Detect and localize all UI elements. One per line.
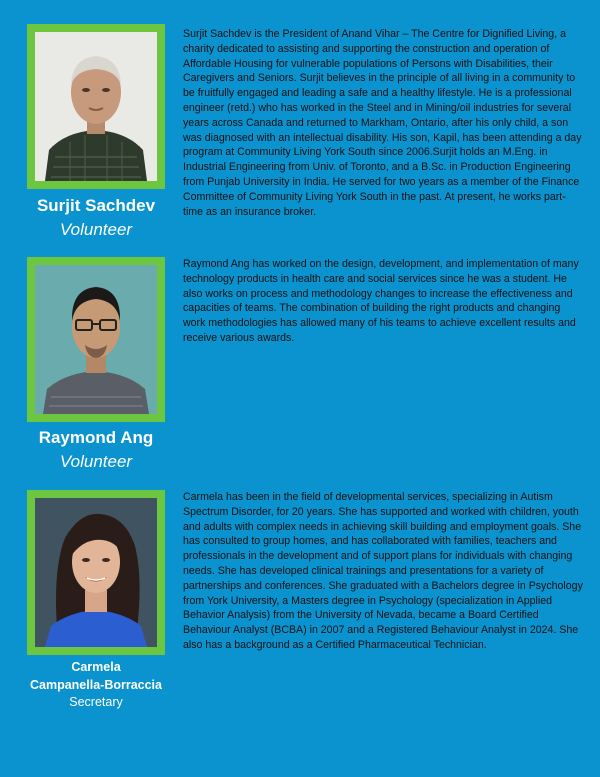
member-name: Raymond Ang [38, 428, 154, 447]
member-role: Secretary [69, 695, 123, 709]
member-role: Volunteer [59, 452, 133, 471]
portrait-photo-carmela [35, 498, 157, 647]
person-portrait-icon [35, 32, 157, 181]
member-role: Volunteer [59, 220, 133, 239]
member-bio: Surjit Sachdev is the President of Anand Vihar – The Centre for Dignified Living, a charity dedicated to assisting and supporting the construction and operation of Affordable Housing for vulnerable populations of Persons with Disabilities, their Caregivers and Seniors. Surjit believes in the principle of all living in a community to be fruitfully engaged and leading a safe and a healthy lifestyle. He is a professional engineer (retd.) who has worked in the Steel and in Mining/oil industries for several years across Canada and returned to Markham, Ontario, after his only child, a son was diagnosed with an intellectual disability. His son, Kapil, has been attending a day program at Community Living York South since 2006.Surjit holds an M.Eng. in Industrial Engineering from Univ. of Toronto, and a B.Sc. in Production Engineering from Punjab University in India. He served for two years as a member of the Finance Committee of Community Living York South in the past. At present, he works part-time as an insurance broker. [183, 28, 582, 218]
member-name-line1: Carmela [71, 660, 121, 674]
person-portrait-icon [35, 265, 157, 414]
member-name-line2: Campanella-Borraccia [29, 678, 162, 692]
photo-frame-carmela [27, 490, 165, 655]
member-bio: Raymond Ang has worked on the design, development, and implementation of many technology products in health care and social services since he was a student. He also works on process and methodology changes to increase the effectiveness and capacities of teams. The combination of building the right products and changing work methodologies has allowed many of his teams to achieve excellent results and receive various awards. [183, 258, 579, 344]
member-bio: Carmela has been in the field of developmental services, specializing in Autism Spectrum Disorder, for 20 years. She has supported and worked with children, youth and adults with complex needs in achieving skill building and employment goals. She has consulted to group homes, and has collaborated with families, teachers and professionals in the development and of support plans for individuals with changing needs. She has developed clinical trainings and presentations for a variety of partnerships and conferences. She graduated with a Bachelors degree in Psychology from York University, a Masters degree in Psychology (specialization in Applied Behavior Analysis) from the University of Nevada, became a Board Certified Behaviour Analyst (BCBA) in 2007 and a Registered Behaviour Analyst in 2024. She also has a background as a Certified Pharmaceutical Technician. [183, 491, 583, 651]
person-portrait-icon [35, 498, 157, 647]
member-name: Surjit Sachdev [36, 196, 156, 215]
photo-frame-raymond [27, 257, 165, 422]
portrait-photo-surjit [35, 32, 157, 181]
portrait-photo-raymond [35, 265, 157, 414]
photo-frame-surjit [27, 24, 165, 189]
